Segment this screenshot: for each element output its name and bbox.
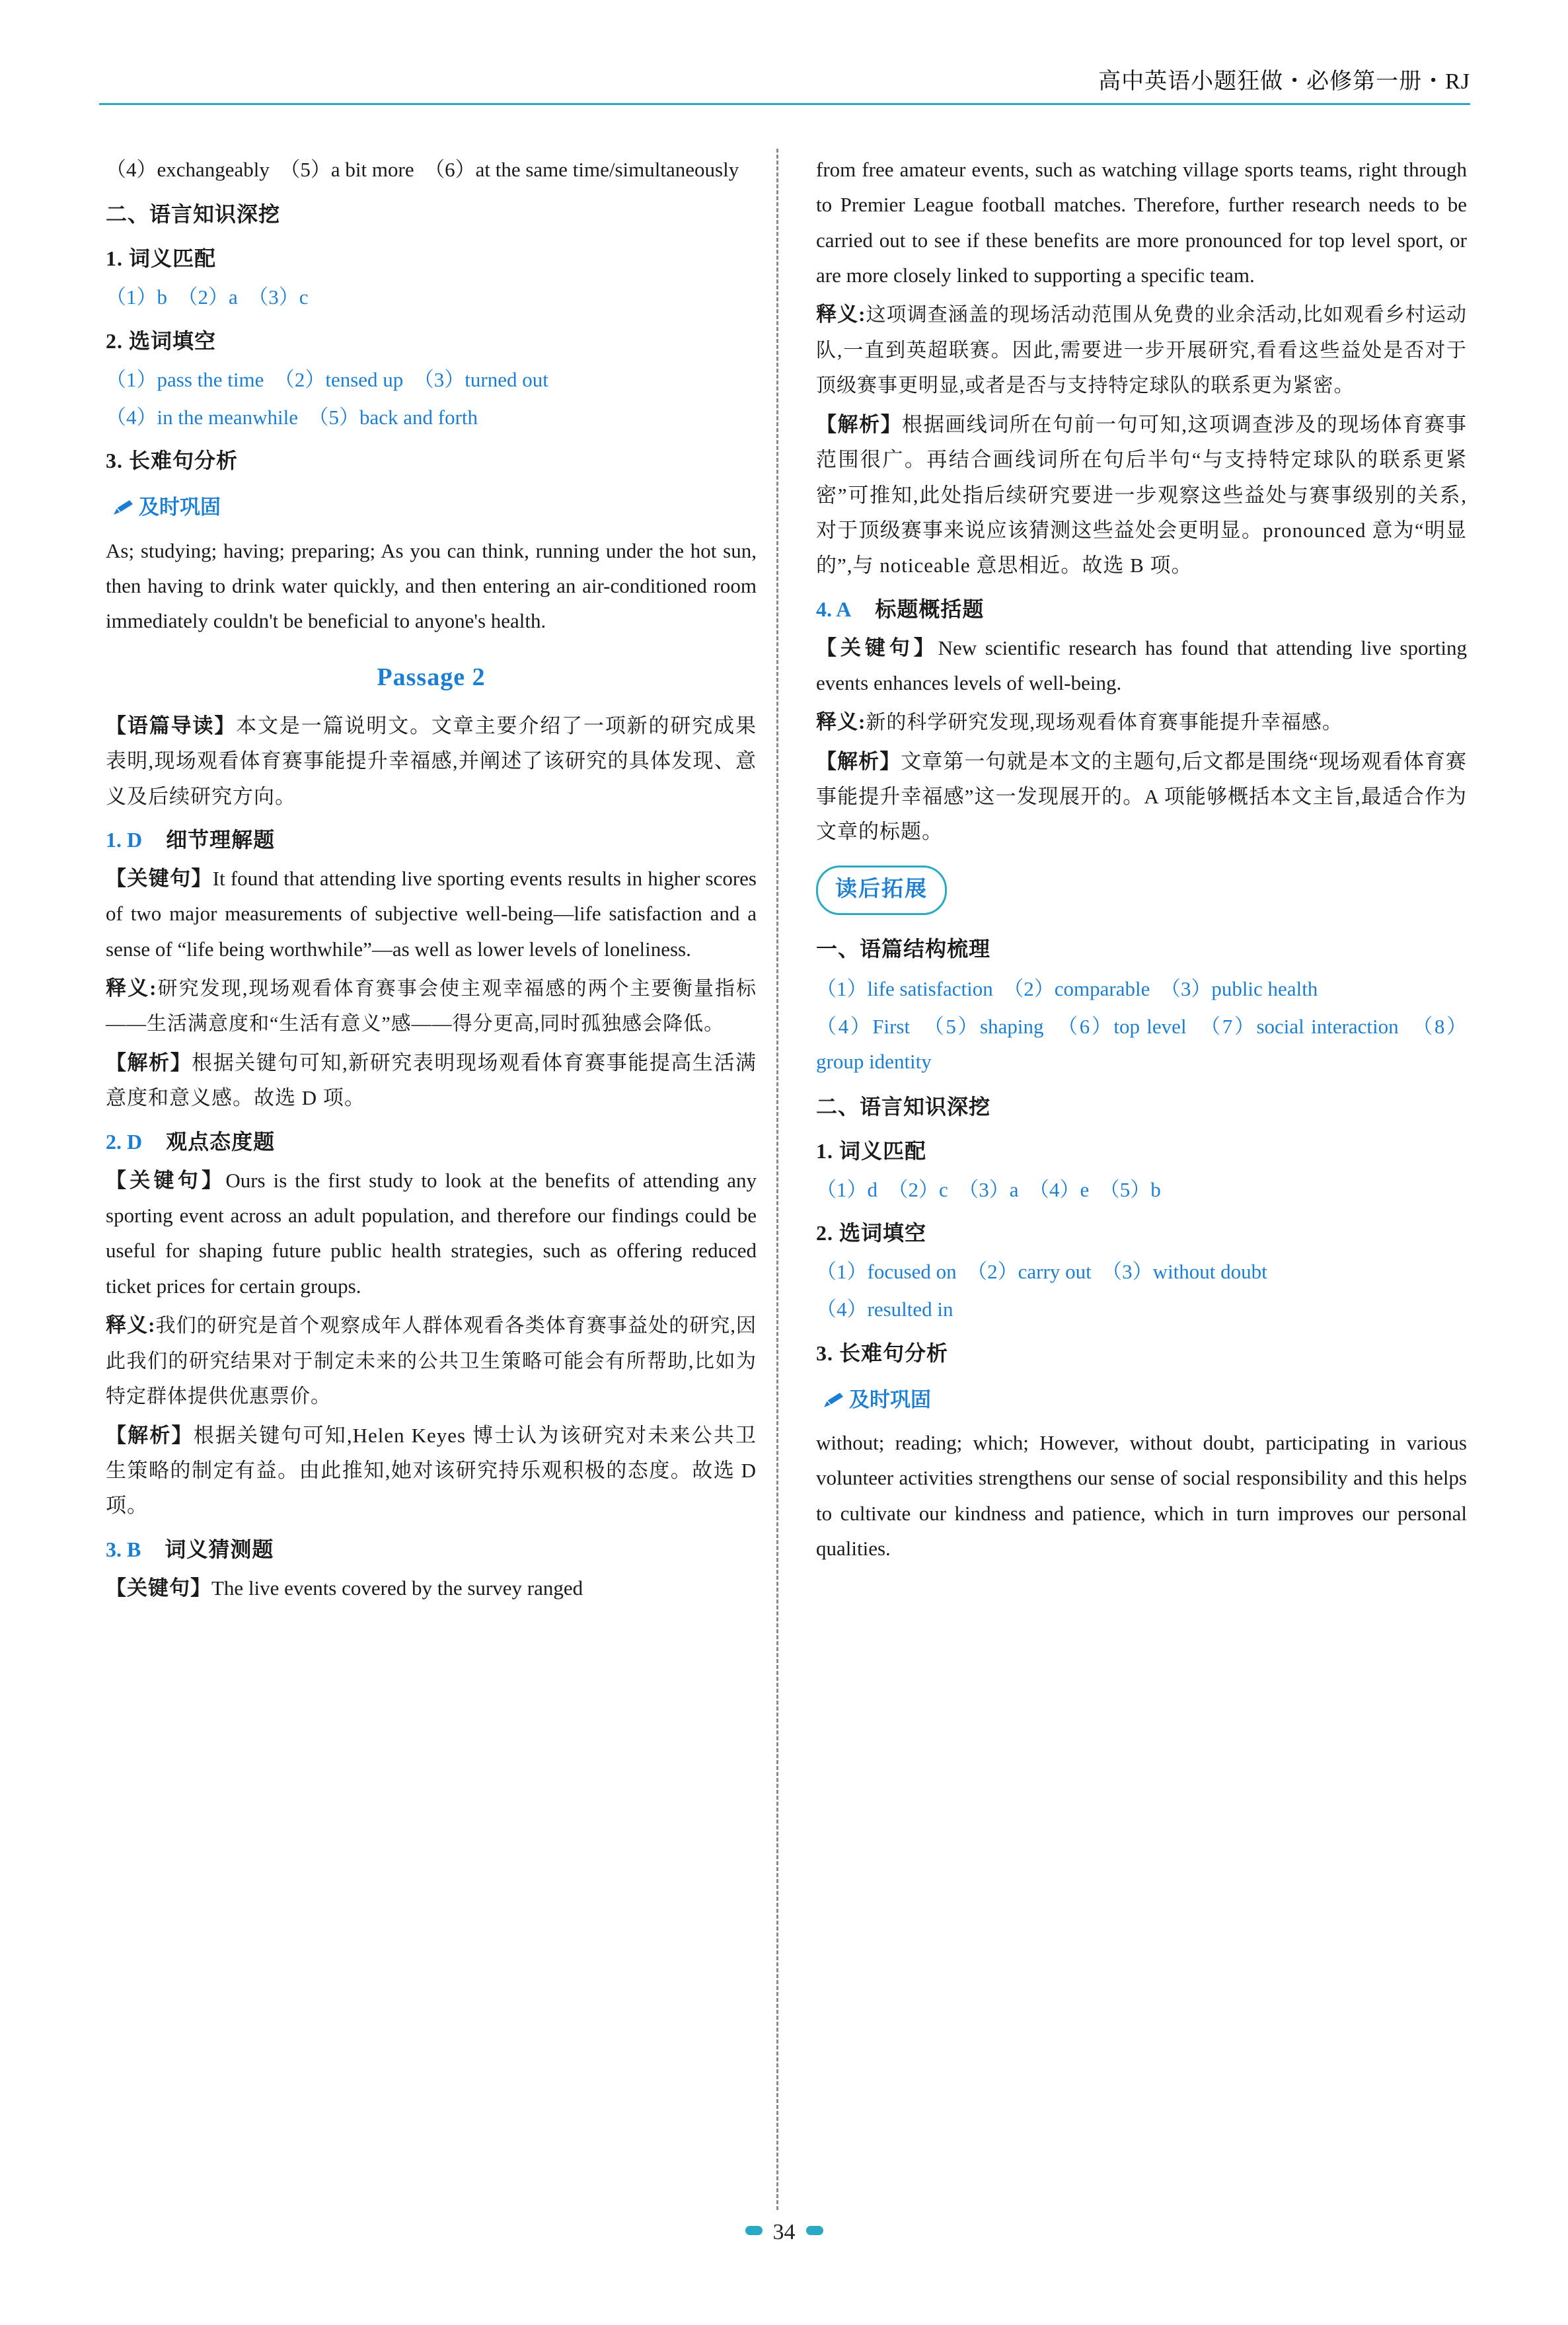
- left-top-answers: （4）exchangeably （5）a bit more （6）at the same time/simultaneously: [106, 158, 739, 181]
- left-q1-meaning: [106, 971, 757, 1041]
- left-q2-head: [106, 1124, 757, 1160]
- right-q3-mean-text: 这项调查涵盖的现场活动范围从免费的业余活动,比如观看乡村运动队,一直到英超联赛。因此,需要进一步开展研究,看看这些益处是否对于顶级赛事更明显,或者是否与支持特定球队的联系更为紧密。: [816, 304, 1468, 397]
- left-item1-answers: （1）b （2）a （3）c: [106, 285, 309, 309]
- right-q3-exp-label: 【解析】: [816, 413, 903, 437]
- left-q1-key-text: It found that attending live sporting events results in higher scores of two major measurements of subjective well-being—life satisfaction and a sense of “life being worthwhile”—as well as lower levels of loneliness.: [106, 866, 757, 961]
- left-guide-label: 【语篇导读】: [106, 714, 237, 737]
- left-q2-type: 观点态度题: [166, 1129, 276, 1154]
- left-q3-head: [106, 1532, 757, 1568]
- right-q4-exp-label: 【解析】: [816, 749, 901, 773]
- left-guide-text: 本文是一篇说明文。文章主要介绍了一项新的研究成果表明,现场观看体育赛事能提升幸福感,并阐述了该研究的具体发现、意义及后续研究方向。: [106, 714, 757, 808]
- page-header: [99, 63, 1470, 105]
- left-item3-answer: As; studying; having; preparing; As you can think, running under the hot sun, then having to drink water quickly, and then entering an air-conditioned room immediately couldn't be beneficial to anyone's health.: [106, 538, 757, 633]
- left-q2-key-label: 【关键句】: [106, 1168, 226, 1192]
- left-q1-explain: [106, 1045, 757, 1116]
- left-item2-answers-line2: （4）in the meanwhile （5）back and forth: [106, 406, 478, 429]
- tip-badge-right: [823, 1382, 931, 1417]
- left-q3-key-part: [106, 1570, 757, 1605]
- right-q4-explain: [816, 744, 1467, 850]
- left-q1-key: [106, 861, 757, 967]
- left-guide: [106, 708, 757, 814]
- right-item2-line1: （1）focused on （2）carry out （3）without doubt: [816, 1259, 1267, 1283]
- right-q4-no: 4. A: [816, 597, 852, 621]
- right-q3-meaning: [816, 297, 1467, 403]
- right-q4-exp-text: 文章第一句就是本文的主题句,后文都是围绕“现场观看体育赛事能提升幸福感”这一发现展开的。A 项能够概括本文主旨,最适合作为文章的标题。: [816, 749, 1468, 844]
- left-q3-no: 3. B: [106, 1537, 141, 1561]
- left-q2-key-text: Ours is the first study to look at the benefits of attending any sporting event across an adult population, and therefore our findings could be useful for shaping future public health strategies, such as offering reduced ticket prices for certain groups.: [106, 1168, 757, 1298]
- left-item1-title: 1. 词义匹配: [106, 246, 217, 271]
- left-q1-exp-text: 根据关键句可知,新研究表明现场观看体育赛事能提高生活满意度和意义感。故选 D 项。: [106, 1051, 757, 1110]
- right-sec2-title: 二、语言知识深挖: [816, 1094, 991, 1119]
- right-q4-type: 标题概括题: [875, 597, 985, 621]
- tip-badge-left: [112, 490, 221, 525]
- right-q4-mean-text: 新的科学研究发现,现场观看体育赛事能提升幸福感。: [866, 712, 1343, 734]
- right-q3-key-cont: from free amateur events, such as watching village sports teams, right through to Premier League football matches. Therefore, further research needs to be carried out to see if these benefits are more pronounced for top level sport, or are more closely linked to supporting a specific team.: [816, 158, 1467, 287]
- right-column: [816, 152, 1467, 1570]
- left-item2-answers-line1: （1）pass the time （2）tensed up （3）turned out: [106, 367, 548, 391]
- page-number: 34: [772, 2220, 796, 2244]
- right-q4-key-text: New scientific research has found that attending live sporting events enhances levels of well-being.: [816, 636, 1468, 694]
- column-divider: [776, 149, 778, 2210]
- right-item2-line2: （4）resulted in: [816, 1298, 953, 1321]
- right-sec1-title: 一、语篇结构梳理: [816, 936, 991, 961]
- left-q2-mean-label: 释义:: [106, 1313, 156, 1337]
- footer-dot-right: [806, 2226, 823, 2235]
- left-q1-exp-label: 【解析】: [106, 1051, 192, 1075]
- left-q2-explain: [106, 1418, 757, 1524]
- left-q2-key: [106, 1163, 757, 1304]
- right-item3-title: 3. 长难句分析: [816, 1341, 949, 1365]
- left-column: [106, 152, 757, 1609]
- left-q1-head: [106, 822, 757, 858]
- right-item3-answer: without; reading; which; However, without doubt, participating in various volunteer activities strengthens our sense of social responsibility and this helps to cultivate our kindness and patience, which in turn improves our personal qualities.: [816, 1430, 1467, 1560]
- right-item1-answers: （1）d （2）c （3）a （4）e （5）b: [816, 1177, 1161, 1201]
- left-q1-mean-text: 研究发现,现场观看体育赛事会使主观幸福感的两个主要衡量指标——生活满意度和“生活有意义”感——得分更高,同时孤独感会降低。: [106, 977, 757, 1035]
- left-q3-key-text: The live events covered by the survey ranged: [211, 1576, 583, 1600]
- right-q3-mean-label: 释义:: [816, 303, 866, 326]
- right-item2-title: 2. 选词填空: [816, 1220, 927, 1245]
- right-q3-exp-text: 根据画线词所在句前一句可知,这项调查涉及的现场体育赛事范围很广。再结合画线词所在句后半句“与支持特定球队的联系更紧密”可推知,此处指后续研究要进一步观察这些益处与赛事级别的关系,对于顶级赛事来说应该猜测这些益处会更明显。pronounced 意为“明显的”,与 noticeable 意思相近。故选 B 项。: [816, 413, 1468, 577]
- left-q3-key-label: 【关键句】: [106, 1576, 211, 1600]
- page-footer: [0, 2220, 1568, 2245]
- left-item3-title: 3. 长难句分析: [106, 449, 239, 473]
- right-q3-explain: [816, 407, 1467, 583]
- tip-badge-right-label: 及时巩固: [849, 1387, 931, 1411]
- right-q4-key: [816, 630, 1467, 701]
- left-q2-exp-text: 根据关键句可知,Helen Keyes 博士认为该研究对未来公共卫生策略的制定有益。由此推知,她对该研究持乐观积极的态度。故选 D 项。: [106, 1423, 757, 1518]
- tip-badge-left-label: 及时巩固: [139, 496, 221, 519]
- pencil-icon: [112, 499, 135, 516]
- passage-2-title: Passage 2: [377, 663, 486, 691]
- left-q1-mean-label: 释义:: [106, 976, 157, 1000]
- header-title: 高中英语小题狂做・必修第一册・RJ: [1098, 69, 1470, 94]
- left-q3-type: 词义猜测题: [165, 1537, 274, 1561]
- footer-dot-left: [745, 2226, 763, 2235]
- left-item2-title: 2. 选词填空: [106, 328, 217, 353]
- expand-badge: 读后拓展: [816, 866, 947, 915]
- left-q1-key-label: 【关键句】: [106, 866, 213, 890]
- left-q2-exp-label: 【解析】: [106, 1423, 194, 1447]
- left-q1-no: 1. D: [106, 827, 143, 852]
- left-q2-no: 2. D: [106, 1129, 143, 1154]
- right-q4-meaning: [816, 704, 1467, 740]
- right-tip-row: [816, 1374, 1467, 1421]
- left-q2-meaning: [106, 1308, 757, 1414]
- right-sec1-line2: （4）First （5）shaping （6）top level （7）social interaction （8）group identity: [816, 1014, 1467, 1074]
- right-item1-title: 1. 词义匹配: [816, 1138, 927, 1163]
- left-section2-title: 二、语言知识深挖: [106, 202, 281, 227]
- right-q4-key-label: 【关键句】: [816, 636, 938, 659]
- pencil-icon-right: [823, 1391, 845, 1409]
- expand-badge-row: [816, 854, 1467, 922]
- right-sec1-line1: （1）life satisfaction （2）comparable （3）public health: [816, 977, 1318, 1000]
- left-q2-mean-text: 我们的研究是首个观察成年人群体观看各类体育赛事益处的研究,因此我们的研究结果对于制定未来的公共卫生策略可能会有所帮助,比如为特定群体提供优惠票价。: [106, 1314, 757, 1408]
- right-q4-head: [816, 591, 1467, 628]
- right-q4-mean-label: 释义:: [816, 710, 866, 734]
- left-tip-row: [106, 482, 757, 529]
- left-q1-type: 细节理解题: [166, 827, 276, 852]
